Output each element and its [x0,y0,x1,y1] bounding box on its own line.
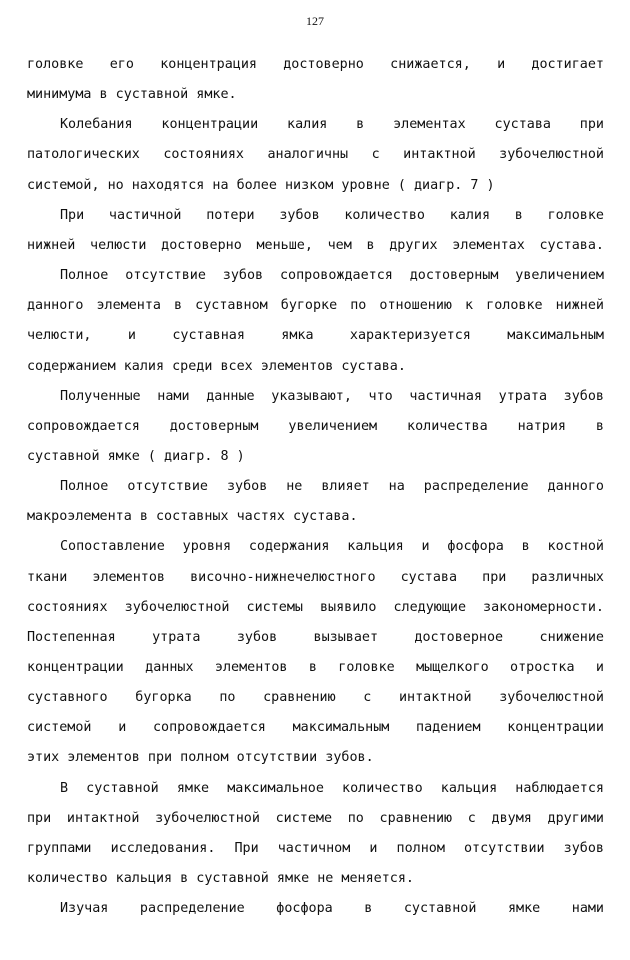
text-line: Колебания концентрации калия в элементах сустава при [60,117,604,133]
text-line: При частичной потери зубов количество калия в головке [60,207,604,223]
text-line: системой и сопровождается максимальным падением концентрации [27,720,604,736]
text-line: Постепенная утрата зубов вызывает достоверное снижение [27,629,604,645]
text-line: суставной ямке ( диагр. 8 ) [27,448,245,464]
text-line: В суставной ямке максимальное количество кальция наблюдается [60,780,604,796]
text-line: Сопоставление уровня содержания кальция и фосфора в костной [60,539,604,555]
text-line: системой, но находятся на более низком уровне ( диагр. 7 ) [27,177,495,193]
text-line: Изучая распределение фосфора в суставной ямке нами [60,901,604,917]
text-line: этих элементов при полном отсутствии зубов. [27,750,374,766]
text-line: минимума в суставной ямке. [27,87,237,103]
text-line: Полученные нами данные указывают, что частичная утрата зубов [60,388,604,404]
text-line: патологических состояниях аналогичны с интактной зубочелюстной [27,147,604,163]
text-line: концентрации данных элементов в головке мыщелкого отростка и [27,660,604,675]
text-line: данного элемента в суставном бугорке по отношению к головке нижней [27,298,604,314]
text-line: Полное отсутствие зубов сопровождается достоверным увеличением [60,268,604,284]
text-line: челюсти, и суставная ямка характеризуется максимальным [27,328,604,344]
text-line: ткани элементов височно-нижнечелюстного сустава при различных [27,569,604,585]
text-line: сопровождается достоверным увеличением количества натрия в [27,418,604,434]
page-number: 127 [306,14,324,28]
text-line: состояниях зубочелюстной системы выявило следующие закономерности. [27,599,604,615]
text-line: количество кальция в суставной ямке не меняется. [27,871,414,887]
text-line: Полное отсутствие зубов не влияет на распределение данного [60,479,604,495]
text-line: головке его концентрация достоверно снижается, и достигает [27,57,604,72]
text-line: при интактной зубочелюстной системе по сравнению с двумя другими [27,810,604,826]
text-line: макроэлемента в составных частях сустава. [27,509,358,525]
text-line: группами исследования. При частичном и полном отсутствии зубов [27,840,604,856]
text-line: суставного бугорка по сравнению с интактной зубочелюстной [27,690,604,706]
text-line: содержанием калия среди всех элементов сустава. [27,358,406,374]
text-line: нижней челюсти достоверно меньше, чем в других элементах сустава. [27,237,604,253]
